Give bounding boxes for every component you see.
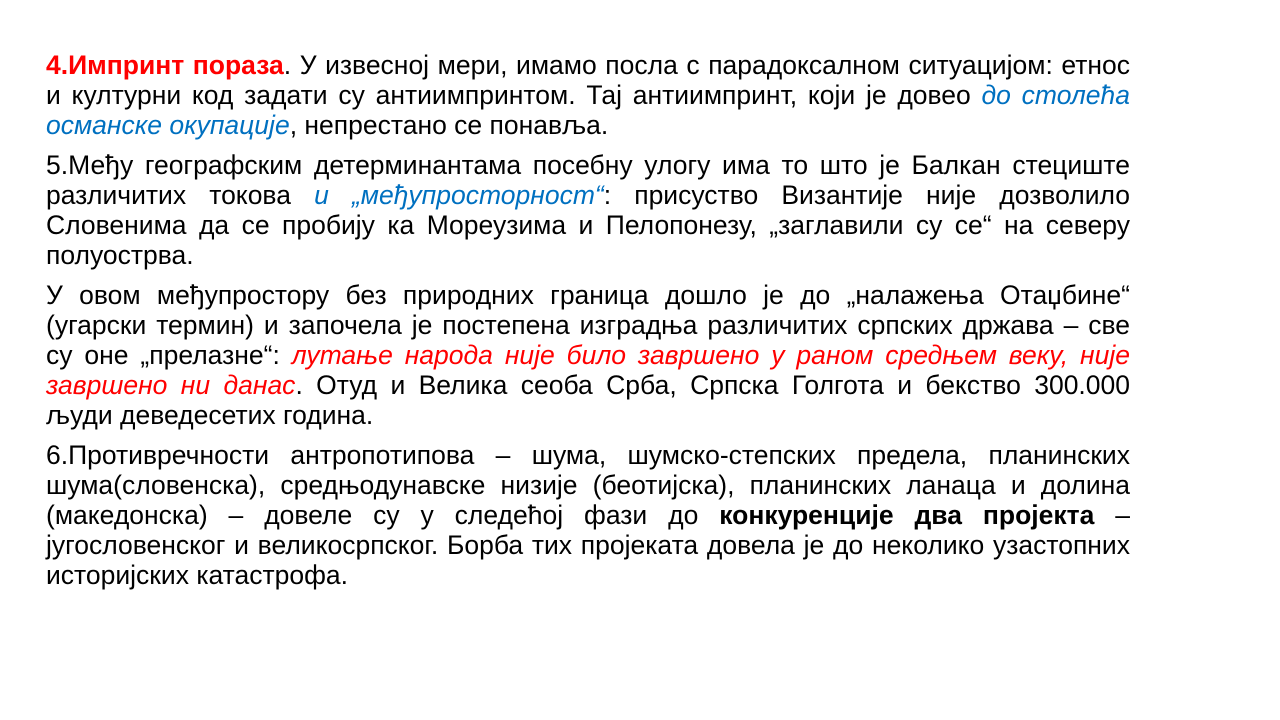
- text-run: : присуство Византије није дозволило Словенима да се пробију ка Мореузима и Пелопонезу, „заглавили су се“ на северу полуострва.: [46, 180, 1130, 270]
- paragraph-geographic-determinants: [46, 150, 1130, 270]
- text-run: – југословенског и великосрпског. Борба тих пројеката довела је до неколико узастопних историјских катастрофа.: [46, 500, 1130, 590]
- text-run: 5.Међу географским детерминантама посебну улогу има то што је Балкан стециште различитих токова: [46, 150, 1130, 210]
- slide-body-text: [46, 50, 1130, 600]
- emphasis-two-projects: конкуренције два пројекта: [719, 500, 1095, 530]
- emphasis-wandering-of-people: лутање народа није било завршено у раном средњем веку, није завршено ни данас: [46, 340, 1130, 400]
- text-run: У овом међупростору без природних граница дошло је до „налажења Отаџбине“ (угарски термин) и започела је постепена изградња различитих српских држава – све су оне „прелазне“:: [46, 280, 1130, 370]
- paragraph-transitional-states: [46, 280, 1130, 430]
- paragraph-anthropotype-contradictions: [46, 440, 1130, 590]
- heading-imprint-of-defeat: 4.Импринт пораза: [46, 50, 284, 80]
- text-run: . Отуд и Велика сеоба Срба, Српска Голгота и бекство 300.000 људи деведесетих година.: [46, 370, 1131, 430]
- paragraph-imprint-of-defeat: [46, 50, 1130, 140]
- emphasis-ottoman-occupation: до столећа османске окупације: [46, 80, 1131, 140]
- text-run: . У извесној мери, имамо посла с парадоксалном ситуацијом: етнос и културни код задати су антиимпринтом. Тај антиимпринт, који је довео: [46, 50, 1130, 110]
- emphasis-interspace: и „међупросторност“: [314, 180, 604, 210]
- text-run: 6.Противречности антропотипова – шума, шумско-степских предела, планинских шума(словенска), средњодунавске низије (беотијска), планинских ланаца и долина (македонска) – довеле су у следећој фази до: [46, 440, 1130, 530]
- text-run: , непрестано се понавља.: [289, 110, 609, 140]
